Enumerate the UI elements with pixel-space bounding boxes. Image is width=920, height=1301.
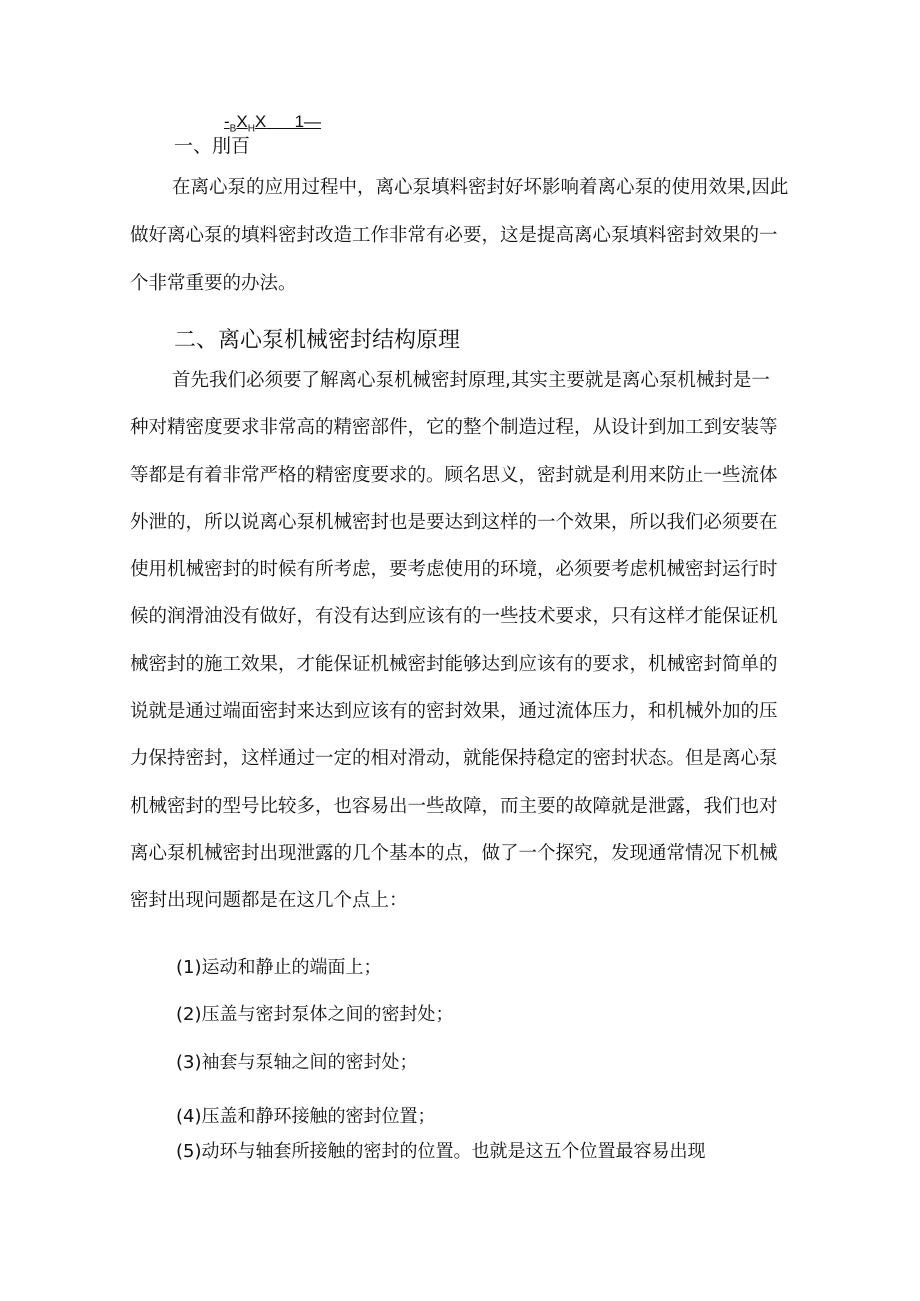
paragraph-line: 离心泵机械密封出现泄露的几个基本的点，做了一个探究，发现通常情况下机械 bbox=[130, 842, 778, 864]
section-1-heading: 一、刖百 bbox=[174, 135, 251, 157]
paragraph-line: 密封出现问题都是在这几个点上： bbox=[130, 890, 408, 912]
section-2-heading: 二、离心泵机械密封结构原理 bbox=[174, 328, 461, 353]
paragraph-line: 做好离心泵的填料密封改造工作非常有必要，这是提高离心泵填料密封效果的一 bbox=[130, 225, 778, 246]
paragraph-line: 首先我们必须要了解离心泵机械密封原理,其实主要就是离心泵机械封是一 bbox=[172, 370, 770, 391]
paragraph-line: 等都是有着非常严格的精密度要求的。顾名思义，密封就是利用来防止一些流体 bbox=[130, 464, 778, 486]
section-1-paragraph bbox=[130, 164, 795, 308]
list-item: (3)袖套与泵轴之间的密封处； bbox=[176, 1052, 418, 1073]
paragraph-line: 使用机械密封的时候有所考虑，要考虑使用的环境，必须要考虑机械密封运行时 bbox=[130, 559, 778, 581]
paragraph-line: 力保持密封，这样通过一定的相对滑动，就能保持稳定的密封状态。但是离心泵 bbox=[130, 748, 778, 770]
list-item: (4)压盖和静环接触的密封位置； bbox=[176, 1106, 436, 1127]
paragraph-line: 外泄的，所以说离心泵机械密封也是要达到这样的一个效果，所以我们必须要在 bbox=[130, 511, 778, 533]
list-item: (5)动环与轴套所接触的密封的位置。也就是这五个位置最容易出现 bbox=[176, 1141, 706, 1162]
paragraph-line: 在离心泵的应用过程中，离心泵填料密封好坏影响着离心泵的使用效果,因此 bbox=[172, 177, 789, 198]
section-2-paragraph bbox=[130, 357, 795, 925]
paragraph-line: 候的润滑油没有做好，有没有达到应该有的一些技术要求，只有这样才能保证机 bbox=[130, 606, 778, 628]
paragraph-line: 个非常重要的办法。 bbox=[130, 273, 297, 294]
list-item: (2)压盖与密封泵体之间的密封处； bbox=[176, 1004, 454, 1025]
header-mark: $-_BX_HX$ 1— bbox=[224, 112, 322, 135]
list-item: (1)运动和静止的端面上； bbox=[176, 957, 382, 978]
paragraph-line: 种对精密度要求非常高的精密部件，它的整个制造过程，从设计到加工到安装等 bbox=[130, 417, 778, 439]
paragraph-line: 说就是通过端面密封来达到应该有的密封效果，通过流体压力，和机械外加的压 bbox=[130, 701, 778, 723]
paragraph-line: 机械密封的型号比较多，也容易出一些故障，而主要的故障就是泄露，我们也对 bbox=[130, 795, 778, 817]
paragraph-line: 械密封的施工效果，才能保证机械密封能够达到应该有的要求，机械密封简单的 bbox=[130, 653, 778, 675]
